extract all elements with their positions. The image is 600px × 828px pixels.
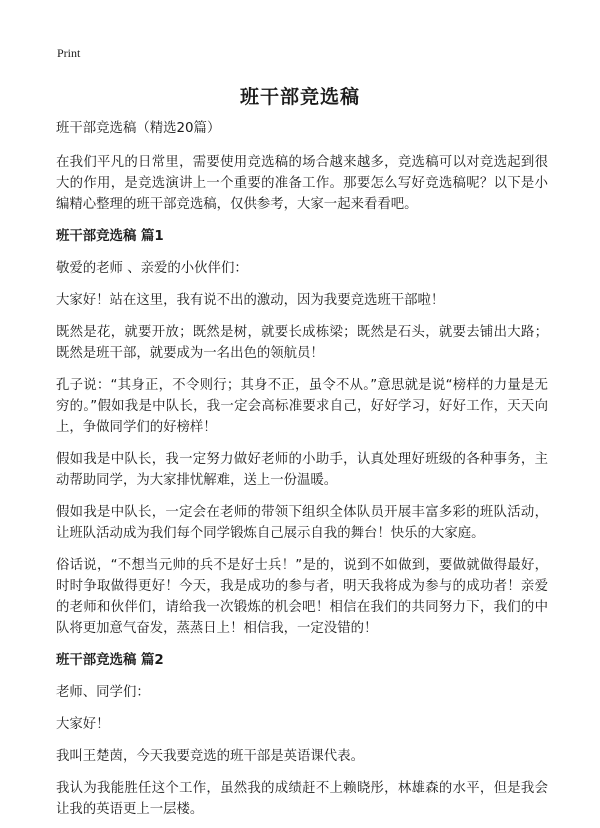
intro-paragraph: 在我们平凡的日常里，需要使用竞选稿的场合越来越多，竞选稿可以对竞选起到很大的作用，是竞选演讲上一个重要的准备工作。那要怎么写好竞选稿呢？以下是小编精心整理的班干部竞选稿，仅供参考，大家一起来看看吧。 bbox=[56, 155, 548, 212]
article-body bbox=[56, 118, 548, 820]
paragraph: 我叫王楚茵，今天我要竞选的班干部是英语课代表。 bbox=[56, 749, 364, 764]
paragraph: 大家好！站在这里，我有说不出的激动，因为我要竞选班干部啦！ bbox=[56, 293, 445, 308]
paragraph: 大家好！ bbox=[56, 717, 110, 732]
article-subtitle: 班干部竞选稿（精选20篇） bbox=[56, 121, 221, 136]
paragraph: 老师、同学们： bbox=[56, 685, 150, 700]
paragraph: 孔子说：“其身正，不令则行；其身不正，虽令不从。”意思就是说“榜样的力量是无穷的。”假如我是中队长，我一定会高标准要求自己，好好学习，好好工作，天天向上，争做同学们的好榜样！ bbox=[56, 378, 548, 435]
section-heading-1: 班干部竞选稿 篇1 bbox=[56, 229, 164, 244]
paragraph: 假如我是中队长，一定会在老师的带领下组织全体队员开展丰富多彩的班队活动，让班队活动成为我们每个同学锻炼自己展示自我的舞台！快乐的大家庭。 bbox=[56, 505, 548, 541]
paragraph: 敬爱的老师 、亲爱的小伙伴们： bbox=[56, 261, 248, 276]
paragraph: 俗话说，“不想当元帅的兵不是好士兵！”是的，说到不如做到，要做就做得最好，时时争取做得更好！今天，我是成功的参与者，明天我将成为参与的成功者！亲爱的老师和伙伴们，请给我一次锻炼的机会吧！相信在我们的共同努力下，我们的中队将更加意气奋发，蒸蒸日上！相信我，一定没错的！ bbox=[56, 558, 548, 636]
paragraph: 我认为我能胜任这个工作，虽然我的成绩赶不上赖晓彤，林雄森的水平，但是我会让我的英语更上一层楼。 bbox=[56, 781, 548, 817]
section-heading-2: 班干部竞选稿 篇2 bbox=[56, 653, 164, 668]
page-title: 班干部竞选稿 bbox=[239, 86, 360, 108]
print-link[interactable]: Print bbox=[57, 46, 81, 60]
paragraph: 既然是花，就要开放；既然是树，就要长成栋梁；既然是石头，就要去铺出大路；既然是班干部，就要成为一名出色的领航员！ bbox=[56, 325, 548, 361]
paragraph: 假如我是中队长，我一定努力做好老师的小助手，认真处理好班级的各种事务，主动帮助同学，为大家排忧解难，送上一份温暖。 bbox=[56, 452, 548, 488]
